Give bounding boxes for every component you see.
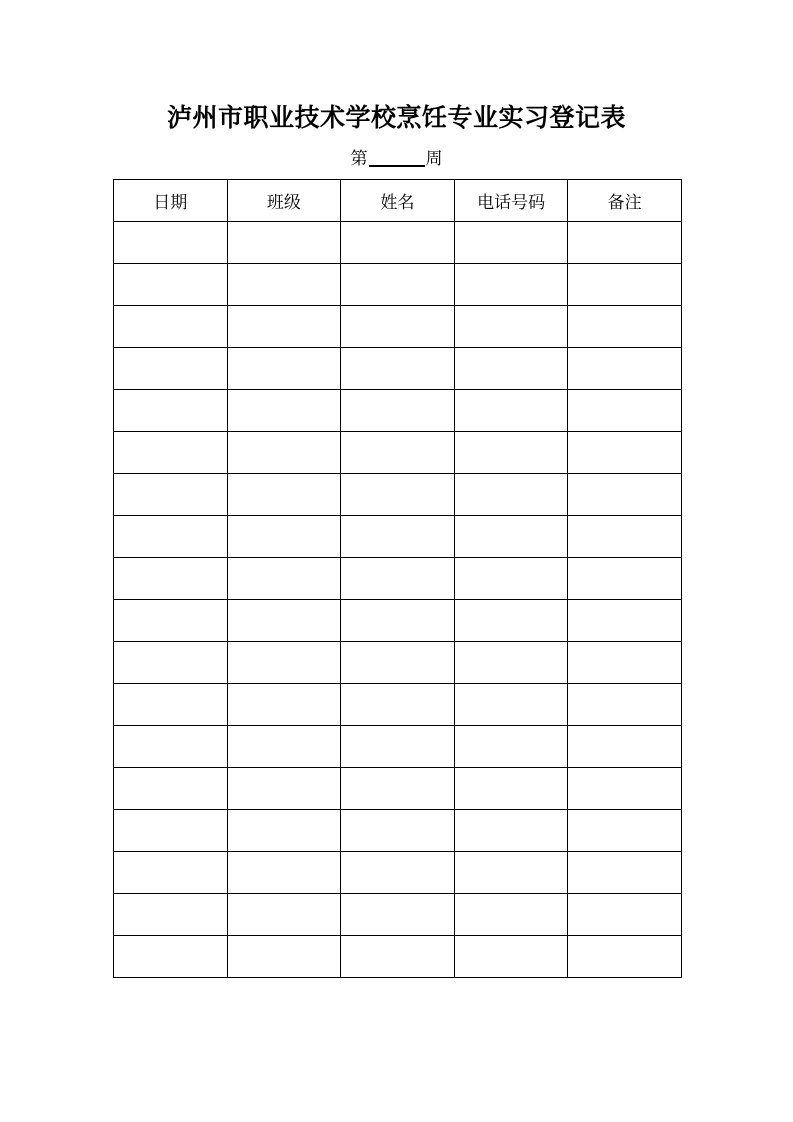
table-cell-remarks[interactable] [568,600,682,642]
table-cell-name[interactable] [341,684,455,726]
table-cell-remarks[interactable] [568,768,682,810]
table-cell-date[interactable] [114,390,228,432]
table-cell-phone[interactable] [454,558,568,600]
table-cell-name[interactable] [341,348,455,390]
table-cell-phone[interactable] [454,810,568,852]
table-row [114,894,682,936]
table-cell-phone[interactable] [454,474,568,516]
table-cell-remarks[interactable] [568,348,682,390]
table-cell-class[interactable] [227,348,341,390]
table-cell-class[interactable] [227,390,341,432]
table-cell-remarks[interactable] [568,306,682,348]
table-cell-date[interactable] [114,810,228,852]
table-cell-date[interactable] [114,432,228,474]
internship-register-table [113,179,682,978]
table-row [114,810,682,852]
table-cell-class[interactable] [227,810,341,852]
table-cell-date[interactable] [114,684,228,726]
table-row [114,768,682,810]
table-cell-date[interactable] [114,474,228,516]
table-cell-phone[interactable] [454,894,568,936]
table-cell-date[interactable] [114,222,228,264]
table-cell-date[interactable] [114,726,228,768]
week-prefix: 第 [350,149,368,169]
table-row [114,852,682,894]
table-cell-class[interactable] [227,222,341,264]
column-header-class: 班级 [227,180,341,222]
table-cell-date[interactable] [114,558,228,600]
table-row [114,264,682,306]
table-row [114,222,682,264]
table-cell-remarks[interactable] [568,474,682,516]
table-row [114,600,682,642]
table-cell-date[interactable] [114,516,228,558]
table-cell-class[interactable] [227,852,341,894]
table-cell-class[interactable] [227,726,341,768]
column-header-phone: 电话号码 [454,180,568,222]
table-cell-remarks[interactable] [568,222,682,264]
table-cell-date[interactable] [114,348,228,390]
table-row [114,936,682,978]
table-cell-class[interactable] [227,894,341,936]
table-cell-class[interactable] [227,600,341,642]
table-cell-remarks[interactable] [568,894,682,936]
table-cell-phone[interactable] [454,642,568,684]
table-cell-phone[interactable] [454,600,568,642]
table-row [114,558,682,600]
table-cell-remarks[interactable] [568,642,682,684]
table-cell-name[interactable] [341,726,455,768]
week-suffix: 周 [425,149,443,169]
table-row [114,474,682,516]
table-cell-name[interactable] [341,642,455,684]
table-cell-phone[interactable] [454,390,568,432]
table-cell-date[interactable] [114,894,228,936]
table-cell-class[interactable] [227,306,341,348]
table-cell-class[interactable] [227,684,341,726]
table-cell-name[interactable] [341,516,455,558]
table-cell-class[interactable] [227,264,341,306]
table-row [114,432,682,474]
table-cell-class[interactable] [227,558,341,600]
table-cell-date[interactable] [114,306,228,348]
column-header-name: 姓名 [341,180,455,222]
table-cell-remarks[interactable] [568,558,682,600]
week-number-field[interactable] [369,147,425,167]
table-row [114,642,682,684]
table-cell-class[interactable] [227,432,341,474]
table-cell-name[interactable] [341,936,455,978]
table-cell-date[interactable] [114,264,228,306]
table-row [114,348,682,390]
table-cell-name[interactable] [341,306,455,348]
table-cell-name[interactable] [341,390,455,432]
column-header-remarks: 备注 [568,180,682,222]
table-cell-phone[interactable] [454,516,568,558]
document-title: 泸州市职业技术学校烹饪专业实习登记表 [166,103,626,132]
table-cell-phone[interactable] [454,432,568,474]
table-cell-remarks[interactable] [568,684,682,726]
table-cell-phone[interactable] [454,726,568,768]
table-cell-remarks[interactable] [568,432,682,474]
table-cell-date[interactable] [114,642,228,684]
table-cell-name[interactable] [341,474,455,516]
table-cell-phone[interactable] [454,306,568,348]
table-cell-name[interactable] [341,432,455,474]
table-cell-remarks[interactable] [568,516,682,558]
table-cell-name[interactable] [341,558,455,600]
table-cell-name[interactable] [341,894,455,936]
column-header-date: 日期 [114,180,228,222]
table-cell-name[interactable] [341,600,455,642]
table-cell-remarks[interactable] [568,852,682,894]
table-row [114,516,682,558]
table-cell-name[interactable] [341,768,455,810]
table-row [114,684,682,726]
table-row [114,306,682,348]
table-cell-remarks[interactable] [568,726,682,768]
table-cell-class[interactable] [227,516,341,558]
table-cell-phone[interactable] [454,936,568,978]
table-cell-name[interactable] [341,264,455,306]
table-cell-phone[interactable] [454,348,568,390]
table-row [114,726,682,768]
table-cell-date[interactable] [114,768,228,810]
table-cell-name[interactable] [341,810,455,852]
table-cell-remarks[interactable] [568,936,682,978]
table-cell-class[interactable] [227,768,341,810]
table-cell-phone[interactable] [454,768,568,810]
table-row [114,390,682,432]
week-line [0,146,793,172]
table-cell-date[interactable] [114,600,228,642]
table-cell-class[interactable] [227,936,341,978]
table-header-row [114,180,682,222]
table-cell-remarks[interactable] [568,810,682,852]
table-cell-name[interactable] [341,852,455,894]
table-cell-date[interactable] [114,936,228,978]
table-cell-remarks[interactable] [568,390,682,432]
table-cell-date[interactable] [114,852,228,894]
table-cell-phone[interactable] [454,222,568,264]
table-cell-remarks[interactable] [568,264,682,306]
table-cell-phone[interactable] [454,264,568,306]
table-cell-class[interactable] [227,474,341,516]
table-cell-phone[interactable] [454,852,568,894]
table-body [114,222,682,978]
table-cell-phone[interactable] [454,684,568,726]
table-cell-class[interactable] [227,642,341,684]
table-cell-name[interactable] [341,222,455,264]
